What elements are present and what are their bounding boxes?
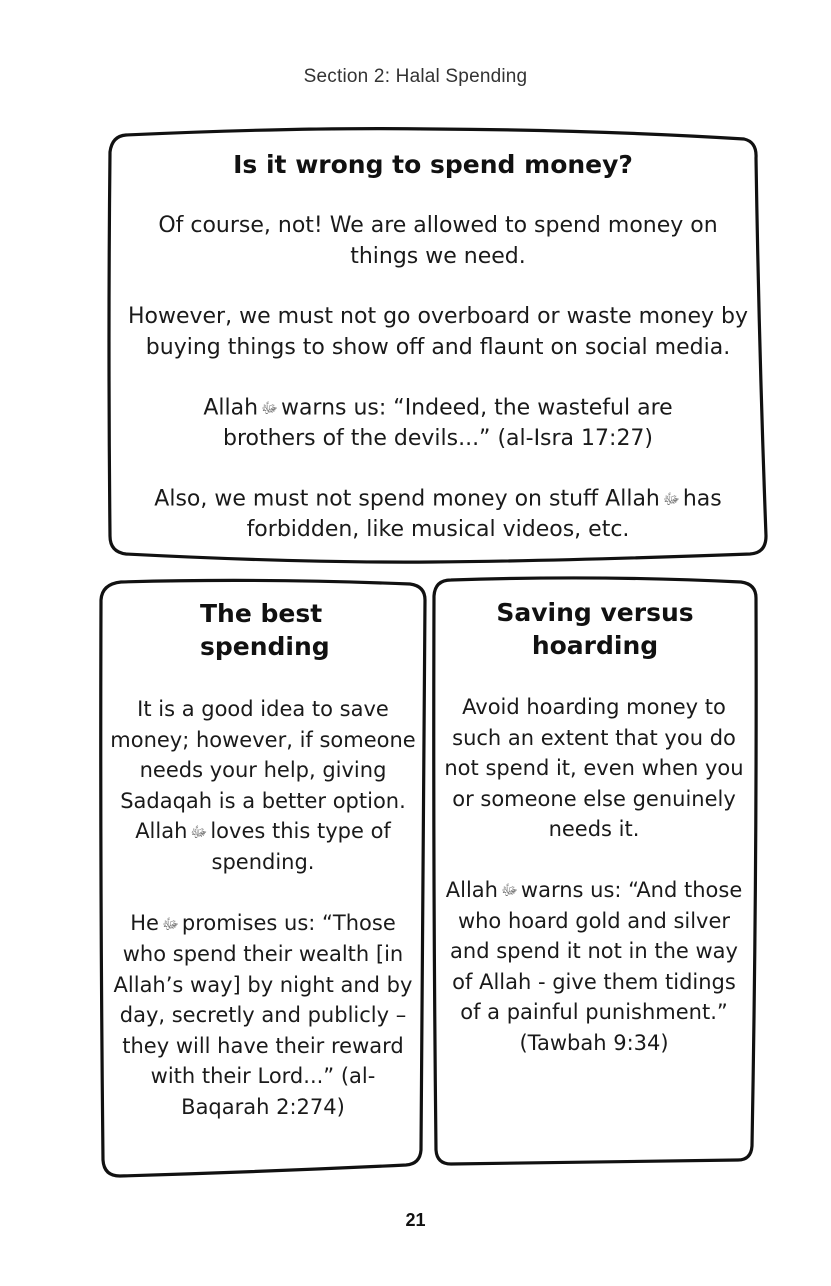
left-box-p2-start: He [130,910,159,935]
top-box-p4-start: Also, we must not spend money on stuff Allah [154,486,660,512]
right-box-paragraph-1: Avoid hoarding money to such an extent that you do not spend it, even when you or someone else genuinely needs it. [444,695,744,841]
right-box-body [441,692,747,1058]
honorific-glyph: ﷻ [662,490,680,509]
left-box-paragraph-1 [108,694,418,878]
left-box-p2-end: promises us: “Those who spend their wealth [in Allah’s way] by night and by day, secretly and publicly – they will have their reward with their Lord...” (al-Baqarah 2:274) [113,910,413,1119]
page-number: 21 [405,1210,426,1230]
left-box-p1-end: loves this type of spending. [210,819,391,875]
honorific-glyph: ﷻ [261,399,278,417]
honorific-glyph: ﷻ [161,914,179,933]
top-box-p3-end: warns us: “Indeed, the wasteful are brothers of the devils...” (al-Isra 17:27) [222,395,673,451]
right-box-title-line-2: hoarding [531,631,659,660]
top-box-title: Is it wrong to spend money? [233,150,633,179]
top-box-body [122,211,754,546]
right-box-p2-start: Allah [445,877,498,902]
top-box-paragraph-4 [122,484,754,545]
top-box-p4-end: has forbidden, like musical videos, etc. [246,486,722,542]
left-box-title-line-1: The best [200,599,323,628]
honorific-glyph: ﷻ [500,881,518,900]
left-box-title [108,597,418,663]
honorific-glyph: ﷻ [190,822,208,841]
left-box-p1-start: It is a good idea to save money; however, if someone needs your help, giving Sadaqah is a better option. Allah [110,697,416,843]
right-box-p2-end: warns us: “And those who hoard gold and silver and spend it not in the way of Allah - give them tidings of a painful punishment.” (Tawbah 9:34) [450,877,743,1055]
top-box-paragraph-3 [122,393,754,454]
left-box-paragraph-2 [108,908,418,1122]
top-box-p3-start: Allah [203,395,259,421]
right-box-title-line-1: Saving versus [496,598,694,627]
left-box-title-line-2: spending [200,632,330,661]
right-box-paragraph-2 [441,875,747,1059]
left-box-body [108,694,418,1122]
top-box-paragraph-2: However, we must not go overboard or waste money by buying things to show off and flaunt on social media. [127,304,749,360]
right-box-title [440,596,750,662]
top-box-paragraph-1: Of course, not! We are allowed to spend money on things we need. [158,213,718,269]
section-header: Section 2: Halal Spending [303,66,528,87]
